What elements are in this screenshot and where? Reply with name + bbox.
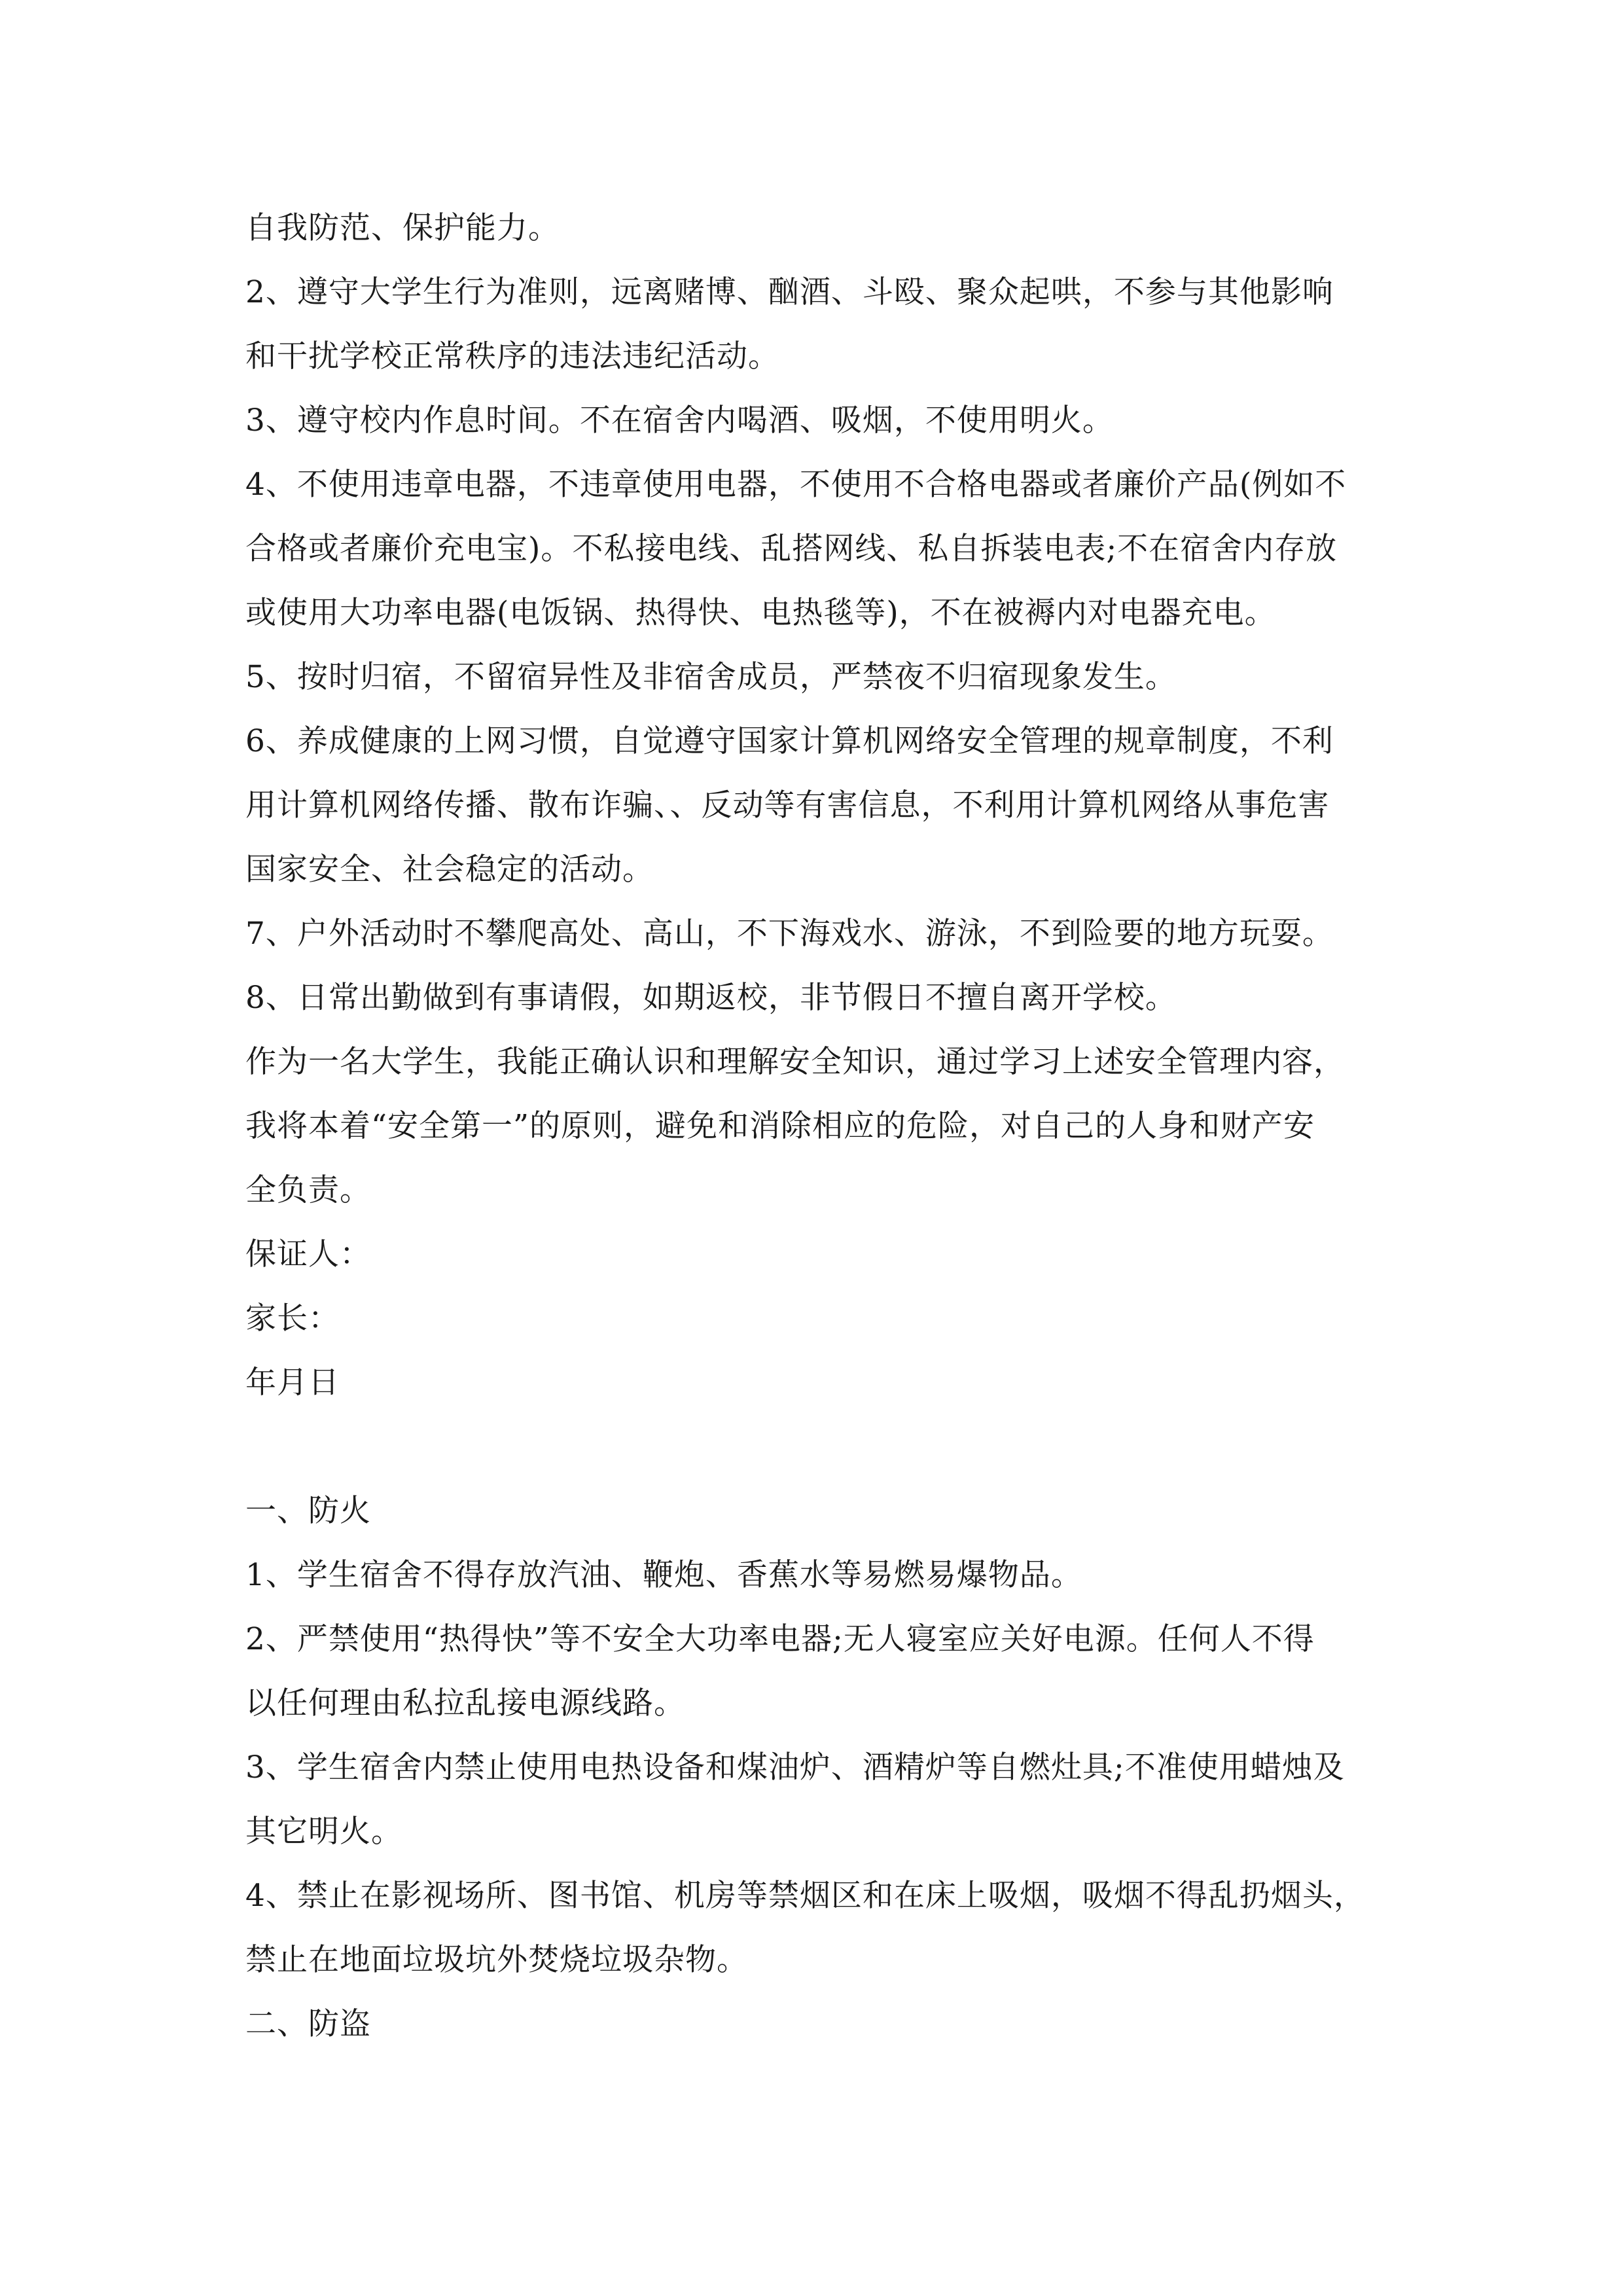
text-line: 4、禁止在影视场所、图书馆、机房等禁烟区和在床上吸烟，吸烟不得乱扔烟头， xyxy=(245,1878,1365,1914)
text-line: 8、日常出勤做到有事请假，如期返校，非节假日不擅自离开学校。 xyxy=(245,980,1177,1016)
text-line: 自我防范、保护能力。 xyxy=(245,210,560,246)
text-line: 禁止在地面垃圾坑外焚烧垃圾杂物。 xyxy=(245,1942,748,1978)
text-line: 7、户外活动时不攀爬高处、高山，不下海戏水、游泳，不到险要的地方玩耍。 xyxy=(245,916,1334,952)
text-line: 1、学生宿舍不得存放汽油、鞭炮、香蕉水等易燃易爆物品。 xyxy=(245,1557,1082,1593)
text-line: 3、遵守校内作息时间。不在宿舍内喝酒、吸烟，不使用明火。 xyxy=(245,403,1114,439)
document-body xyxy=(245,196,1397,2056)
text-line: 作为一名大学生，我能正确认识和理解安全知识，通过学习上述安全管理内容， xyxy=(245,1044,1345,1080)
text-line: 5、按时归宿，不留宿异性及非宿舍成员，严禁夜不归宿现象发生。 xyxy=(245,659,1177,695)
text-line: 用计算机网络传播、散布诈骗、、反动等有害信息，不利用计算机网络从事危害 xyxy=(245,787,1330,823)
text-line: 以任何理由私拉乱接电源线路。 xyxy=(245,1685,685,1721)
section-gap xyxy=(245,1415,1397,1479)
section-heading-fire: 一、防火 xyxy=(245,1493,371,1529)
text-line: 4、不使用违章电器，不违章使用电器，不使用不合格电器或者廉价产品(例如不 xyxy=(245,467,1347,503)
text-line: 或使用大功率电器(电饭锅、热得快、电热毯等)，不在被褥内对电器充电。 xyxy=(245,595,1276,631)
text-line: 2、严禁使用“热得快”等不安全大功率电器;无人寝室应关好电源。任何人不得 xyxy=(245,1621,1315,1657)
text-line: 国家安全、社会稳定的活动。 xyxy=(245,852,654,888)
text-line: 3、学生宿舍内禁止使用电热设备和煤油炉、酒精炉等自燃灶具;不准使用蜡烛及 xyxy=(245,1749,1345,1785)
text-line: 全负责。 xyxy=(245,1172,371,1208)
text-line: 其它明火。 xyxy=(245,1814,402,1850)
text-line: 和干扰学校正常秩序的违法违纪活动。 xyxy=(245,338,779,374)
text-line: 2、遵守大学生行为准则，远离赌博、酗酒、斗殴、聚众起哄，不参与其他影响 xyxy=(245,274,1334,310)
guarantor-label: 保证人： xyxy=(245,1236,371,1272)
text-line: 6、养成健康的上网习惯，自觉遵守国家计算机网络安全管理的规章制度，不利 xyxy=(245,723,1334,759)
text-line: 我将本着“安全第一”的原则，避免和消除相应的危险，对自己的人身和财产安 xyxy=(245,1108,1315,1144)
section-heading-theft: 二、防盗 xyxy=(245,2006,371,2042)
text-line: 合格或者廉价充电宝)。不私接电线、乱搭网线、私自拆装电表;不在宿舍内存放 xyxy=(245,531,1338,567)
parent-label: 家长： xyxy=(245,1300,340,1336)
date-label: 年月日 xyxy=(245,1365,340,1401)
